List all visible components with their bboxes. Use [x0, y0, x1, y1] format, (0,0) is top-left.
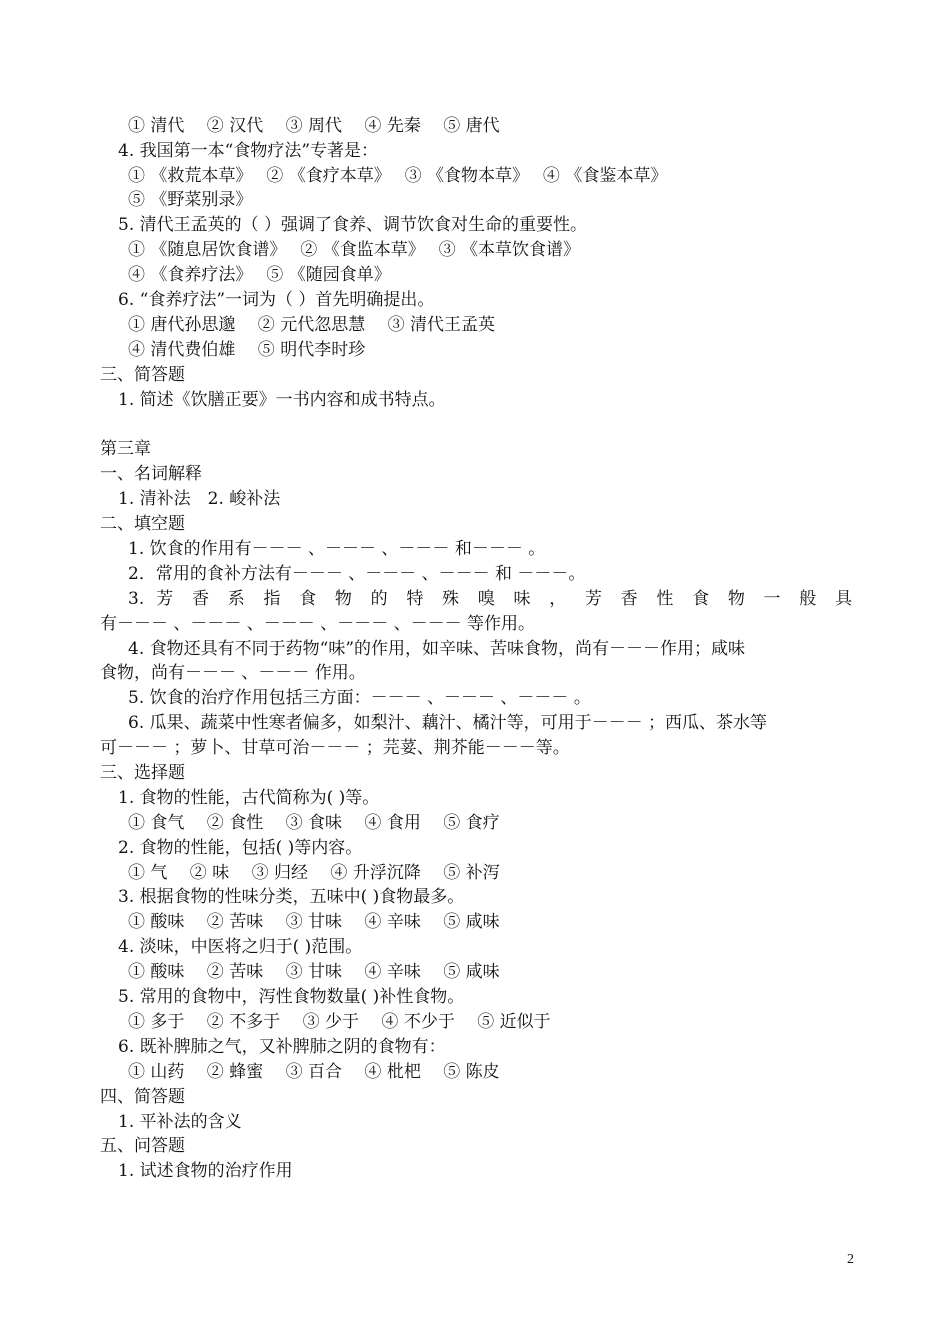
question-line: 4. 食物还具有不同于药物“味”的作用，如辛味、苦味食物，尚有－－－作用；咸味: [128, 639, 746, 659]
question-line: 有－－－ 、－－－ 、－－－ 、－－－ 、－－－ 等作用。: [100, 614, 536, 634]
chapter-title: 第三章: [100, 439, 151, 459]
section-heading: 一、名词解释: [100, 464, 202, 484]
question-line: 5. 常用的食物中，泻性食物数量( )补性食物。: [118, 987, 465, 1007]
options-line: ① 《救荒本草》 ② 《食疗本草》 ③ 《食物本草》 ④ 《食鉴本草》: [128, 166, 668, 186]
question-line: 1. 饮食的作用有－－－ 、－－－ 、－－－ 和－－－ 。: [128, 539, 546, 559]
question-line: 2. 食物的性能，包括( )等内容。: [118, 838, 363, 858]
question-line: 6. “食养疗法”一词为（ ）首先明确提出。: [118, 290, 435, 310]
question-line: 1. 平补法的含义: [118, 1112, 242, 1132]
options-line: ⑤ 《野菜别录》: [128, 190, 253, 210]
question-line: 1. 清补法 2. 峻补法: [118, 489, 281, 509]
section-heading: 五、问答题: [100, 1136, 185, 1156]
question-line: 食物，尚有－－－ 、－－－ 作用。: [100, 663, 366, 683]
options-line: ① 气 ② 味 ③ 归经 ④ 升浮沉降 ⑤ 补泻: [128, 863, 500, 883]
options-line: ① 唐代孙思邈 ② 元代忽思慧 ③ 清代王孟英: [128, 315, 496, 335]
options-line: ④ 《食养疗法》 ⑤ 《随园食单》: [128, 265, 391, 285]
options-line: ① 酸味 ② 苦味 ③ 甘味 ④ 辛味 ⑤ 咸味: [128, 912, 500, 932]
options-line: ① 多于 ② 不多于 ③ 少于 ④ 不少于 ⑤ 近似于: [128, 1012, 551, 1032]
question-line: 5. 清代王孟英的（ ）强调了食养、调节饮食对生命的重要性。: [118, 215, 588, 235]
section-heading: 二、填空题: [100, 514, 185, 534]
question-line: 1. 试述食物的治疗作用: [118, 1161, 293, 1181]
section-heading: 三、选择题: [100, 763, 185, 783]
section-heading: 四、简答题: [100, 1087, 185, 1107]
question-line: 6. 既补脾肺之气，又补脾肺之阴的食物有：: [118, 1037, 446, 1057]
question-line: 3. 根据食物的性味分类，五味中( )食物最多。: [118, 887, 465, 907]
options-line: ① 酸味 ② 苦味 ③ 甘味 ④ 辛味 ⑤ 咸味: [128, 962, 500, 982]
options-line: ④ 清代费伯雄 ⑤ 明代李时珍: [128, 340, 366, 360]
question-line: 4. 淡味，中医将之归于( )范围。: [118, 937, 363, 957]
options-line: ① 《随息居饮食谱》 ② 《食监本草》 ③ 《本草饮食谱》: [128, 240, 581, 260]
question-line: 1. 食物的性能，古代简称为( )等。: [118, 788, 380, 808]
page-number: 2: [847, 1252, 854, 1267]
question-line: 可－－－ ；萝卜、甘草可治－－－ ；芫荽、荆芥能－－－等。: [100, 738, 570, 758]
question-line: 5. 饮食的治疗作用包括三方面：－－－ 、－－－ 、－－－ 。: [128, 688, 591, 708]
section-heading: 三、简答题: [100, 365, 185, 385]
question-line: 4. 我国第一本“食物疗法”专著是：: [118, 141, 379, 161]
options-line: ① 山药 ② 蜂蜜 ③ 百合 ④ 枇杷 ⑤ 陈皮: [128, 1062, 500, 1082]
question-line: 2．常用的食补方法有－－－ 、－－－ 、－－－ 和 －－－。: [128, 564, 586, 584]
question-line: 1. 简述《饮膳正要》一书内容和成书特点。: [118, 390, 446, 410]
options-line: ① 食气 ② 食性 ③ 食味 ④ 食用 ⑤ 食疗: [128, 813, 500, 833]
question-line: 3. 芳 香 系 指 食 物 的 特 殊 嗅 味 ， 芳 香 性 食 物 一 般 具: [128, 589, 852, 609]
question-line: 6. 瓜果、蔬菜中性寒者偏多，如梨汁、藕汁、橘汁等，可用于－－－ ；西瓜、茶水等: [128, 713, 768, 733]
options-line: ① 清代 ② 汉代 ③ 周代 ④ 先秦 ⑤ 唐代: [128, 116, 500, 136]
